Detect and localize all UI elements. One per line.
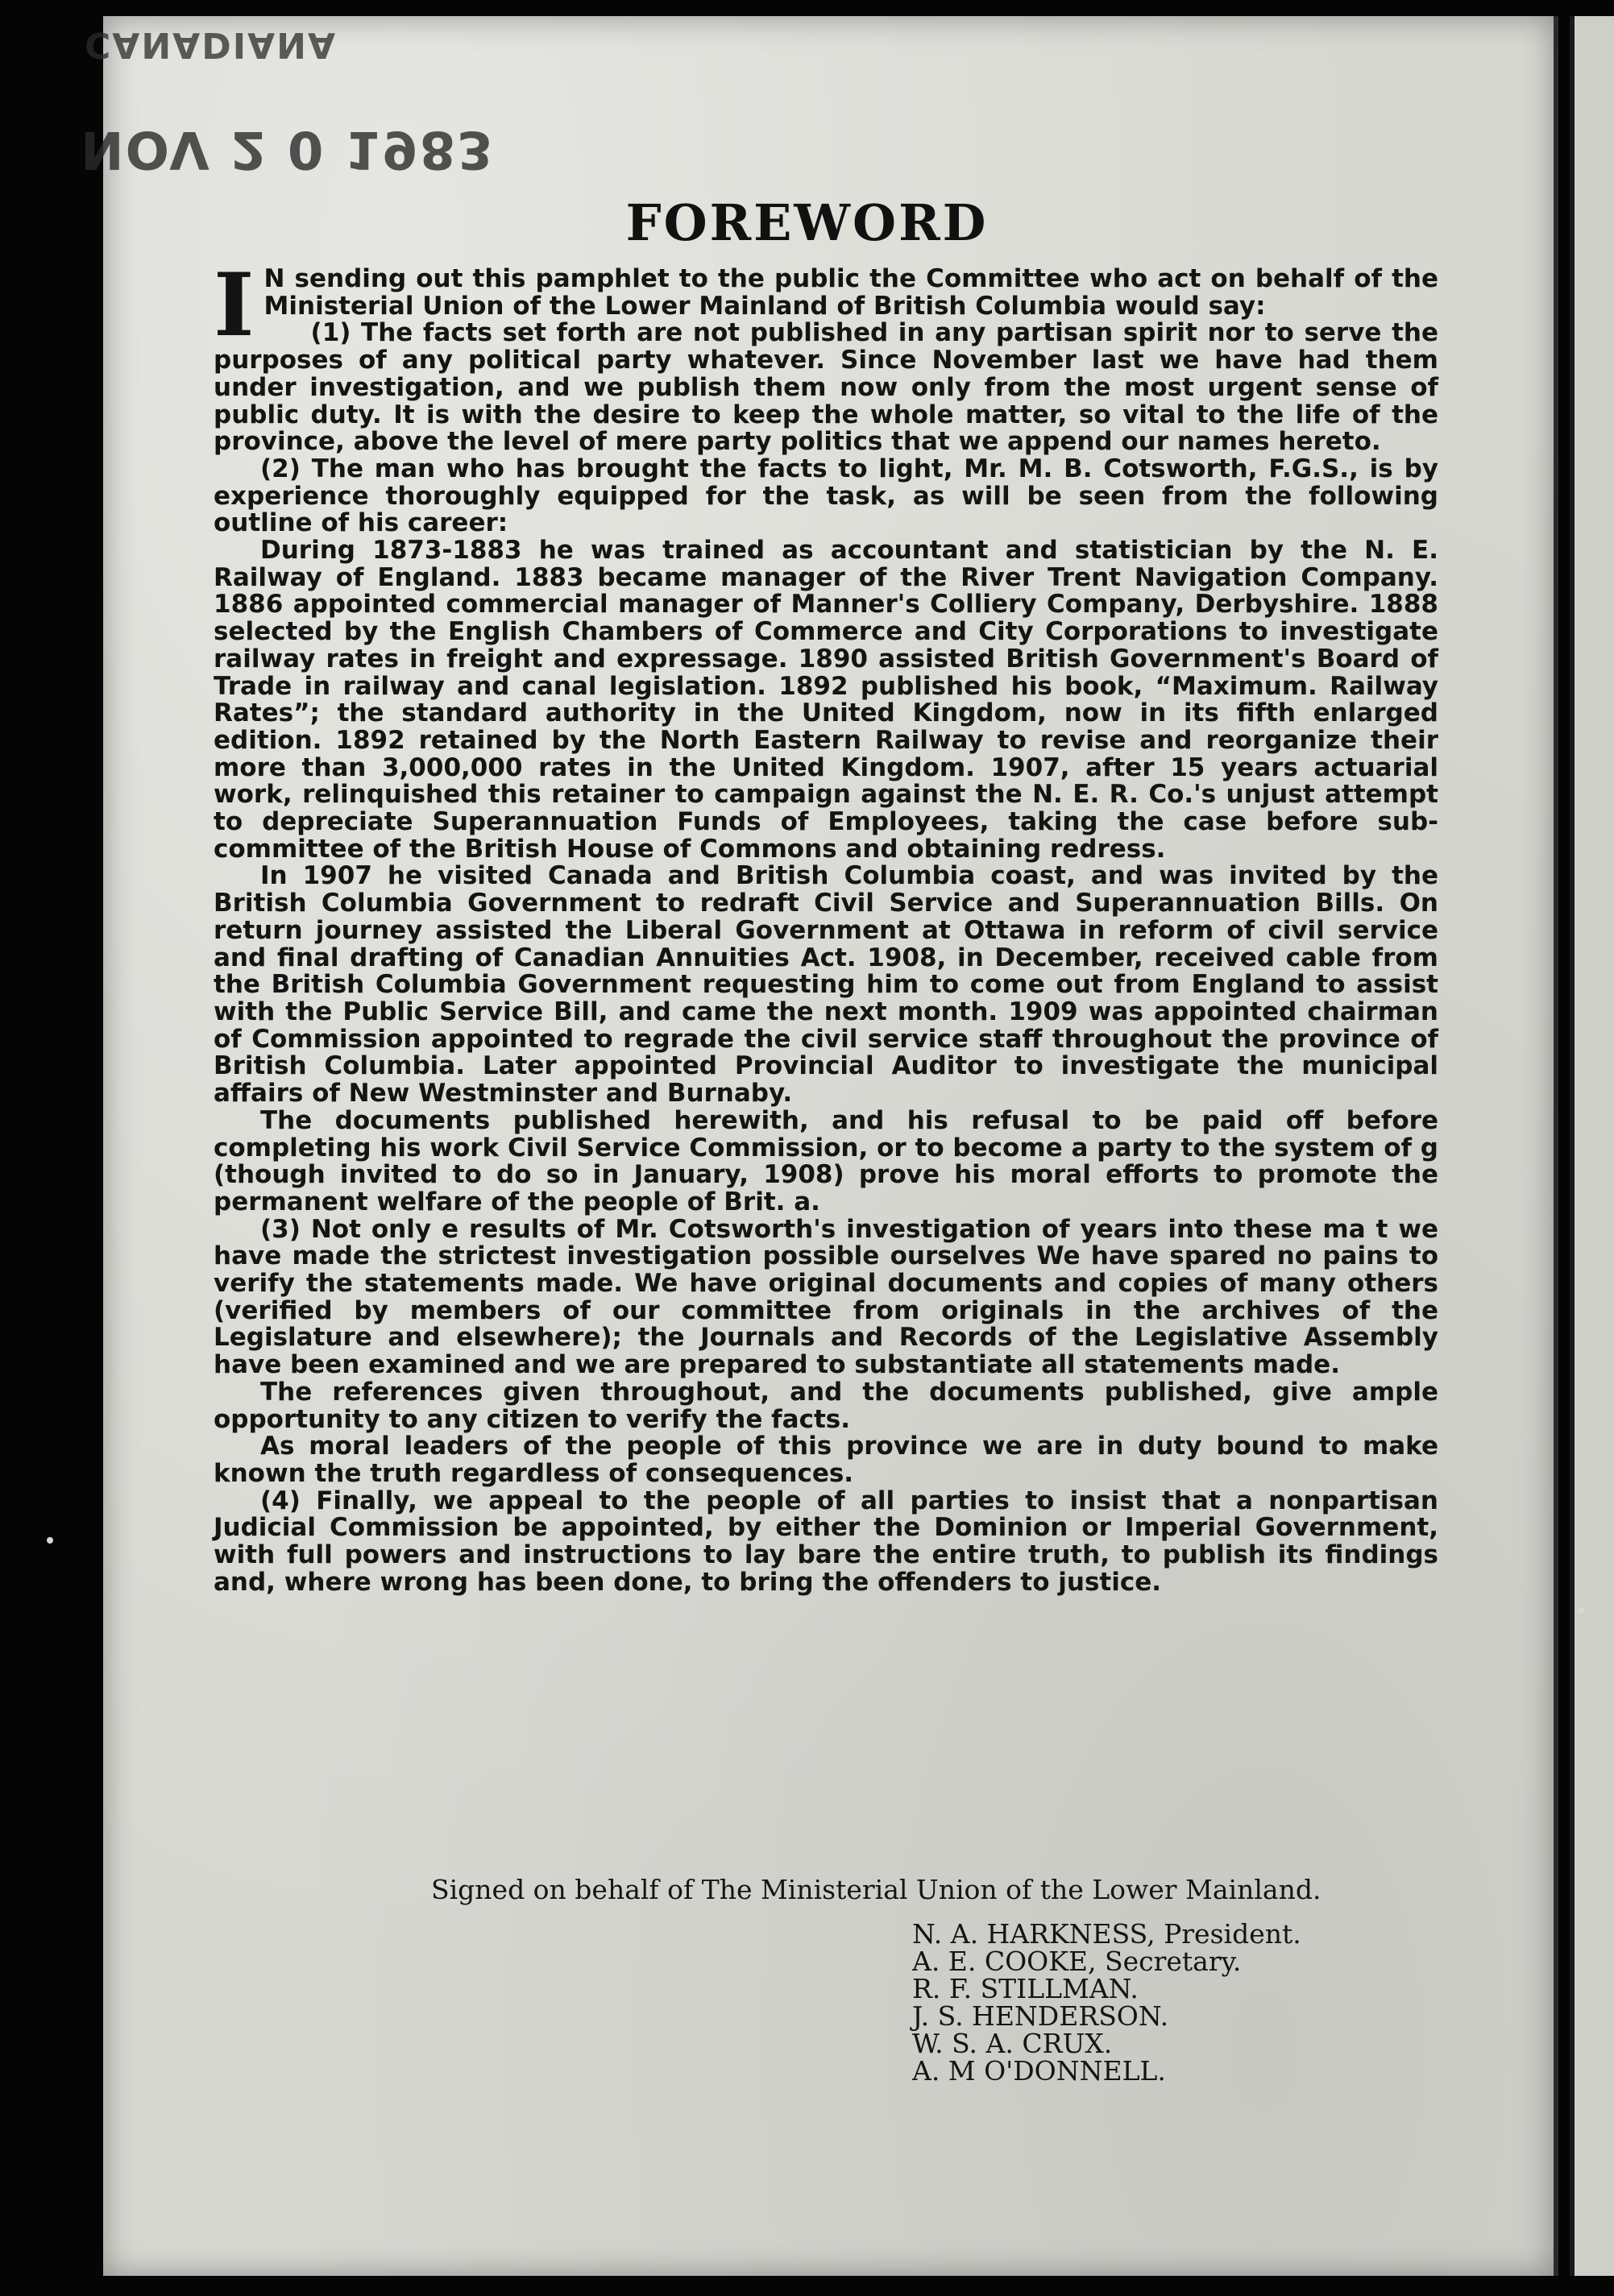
paragraph-text: N sending out this pamphlet to the public the Committee who act on behalf of the Ministerial Union of the Lower Mainland of British Columbia would say: [263,264,1438,321]
scan-speck [1578,1607,1584,1614]
date-stamp: NOV 2 0 1983 [81,119,495,179]
adjacent-page-edge [1570,16,1614,2276]
signatory: W. S. A. CRUX. [912,2028,1113,2059]
signatory: N. A. HARKNESS, President. [912,1918,1301,1950]
paragraph-moral-leaders: As moral leaders of the people of this province we are in duty bound to make known the truth regardless of consequences. [214,1432,1438,1488]
page-title: FOREWORD [625,193,989,252]
paragraph-point-3: (3) Not only e results of Mr. Cotsworth's investigation of years into these ma t we have made the strictest investigation possible ourselves We have spared no pains to verify the statements made. We have original documents and copies of many others (verified by members of our committee from originals in the archives of the Legislature and elsewhere); the Journals and Records of the Legislative Assembly have been examined and we are prepared to substantiate all statements made. [214,1214,1438,1380]
drop-cap: I [214,255,255,356]
foreword-body [214,255,1438,1597]
paragraph-career-2: In 1907 he visited Canada and British Columbia coast, and was invited by the British Columbia Government to redraft Civil Service and Superannuation Bills. On return journey assisted the Liberal Government at Ottawa in reform of civil service and final drafting of Canadian Annuities Act. 1908, in December, received cable from the British Columbia Government requesting him to come out from England to assist with the Public Service Bill, and came the next month. 1909 was appointed chairman of Commission appointed to regrade the civil service staff throughout the province of British Columbia. Later appointed Provincial Auditor to investigate the municipal affairs of New Westminster and Burnaby. [214,861,1438,1109]
signatory: R. F. STILLMAN. [912,1973,1139,2004]
paragraph-point-2: (2) The man who has brought the facts to light, Mr. M. B. Cotsworth, F.G.S., is by experience thoroughly equipped for the task, as will be seen from the following outline of his career: [214,454,1438,538]
signatory: A. E. COOKE, Secretary. [912,1946,1242,1977]
signatory-list [912,1918,1301,2087]
signatory: J. S. HENDERSON. [912,2000,1169,2032]
paragraph-references: The references given throughout, and the documents published, give ample opportunity to any citizen to verify the facts. [214,1377,1438,1434]
paragraph-documents: The documents published herewith, and his refusal to be paid off before completing his work Civil Service Commission, or to become a party to the system of g (though invited to do so in January, 1908) prove his moral efforts to promote the permanent welfare of the people of Brit. a. [214,1105,1438,1216]
paragraph-intro [214,255,1438,356]
paragraph-point-1: (1) The facts set forth are not published in any partisan spirit nor to serve the purposes of any political party whatever. Since November last we have had them under investigation, and we publish them now only from the most urgent sense of public duty. It is with the desire to keep the whole matter, so vital to the life of the province, above the level of mere party politics that we append our names hereto. [214,318,1438,457]
signatory: A. M O'DONNELL. [912,2055,1166,2087]
paragraph-point-4: (4) Finally, we appeal to the people of all parties to insist that a nonpartisan Judicial Commission be appointed, by either the Dominion or Imperial Government, with full powers and instructions to lay bare the entire truth, to publish its findings and, where wrong has been done, to bring the offenders to justice. [214,1486,1438,1597]
library-stamp: CANADIANA [85,24,338,65]
signed-line: Signed on behalf of The Ministerial Union of the Lower Mainland. [431,1874,1321,1905]
scan-speck [47,1537,53,1544]
paragraph-career-1: During 1873-1883 he was trained as accountant and statistician by the N. E. Railway of England. 1883 became manager of the River Trent Navigation Company. 1886 appointed commercial manager of Manner's Colliery Company, Derbyshire. 1888 selected by the English Chambers of Commerce and City Corporations to investigate railway rates in freight and expressage. 1890 assisted British Government's Board of Trade in railway and canal legislation. 1892 published his book, “Maximum. Railway Rates”; the standard authority in the United Kingdom, now in its fifth enlarged edition. 1892 retained by the North Eastern Railway to revise and reorganize their more than 3,000,000 rates in the United Kingdom. 1907, after 15 years actuarial work, relinquished this retainer to campaign against the N. E. R. Co.'s unjust attempt to depreciate Superannuation Funds of Employees, taking the case before sub-committee of the British House of Commons and obtaining redress. [214,536,1438,864]
